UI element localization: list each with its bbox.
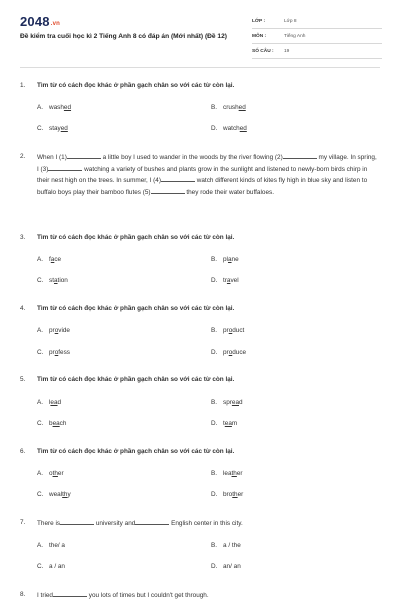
option-underlined: a xyxy=(227,256,232,263)
option-text-end: ch xyxy=(59,420,67,427)
meta-class-row xyxy=(252,14,382,29)
option-key: C. xyxy=(37,277,44,284)
question-5-option-b[interactable] xyxy=(211,398,243,408)
question-4-option-c[interactable] xyxy=(37,348,70,358)
option-text-end: y xyxy=(67,491,71,498)
question-6-option-c[interactable] xyxy=(37,490,71,500)
prompt-text: There is xyxy=(37,520,61,527)
option-text: lea xyxy=(223,470,232,477)
blank-1[interactable] xyxy=(60,518,94,525)
option-text: the/ a xyxy=(49,542,65,549)
option-underlined: ea xyxy=(52,420,60,427)
question-prompt: Tìm từ có cách đọc khác ở phần gạch chân so với các từ còn lại. xyxy=(37,305,235,312)
meta-class-label: LỚP : xyxy=(252,18,266,24)
option-text-end: m xyxy=(231,420,238,427)
option-key: B. xyxy=(211,542,218,549)
blank-1[interactable] xyxy=(53,590,87,597)
question-6-option-d[interactable] xyxy=(211,490,243,500)
option-underlined: o xyxy=(228,327,233,334)
question-3-option-c[interactable] xyxy=(37,276,68,286)
option-text: pl xyxy=(223,256,228,263)
option-key: B. xyxy=(211,104,218,111)
passage-text: my village. In spring, I (3) xyxy=(37,154,377,173)
option-text: stay xyxy=(49,125,61,132)
blank-1[interactable] xyxy=(67,152,101,159)
option-key: A. xyxy=(37,104,44,111)
question-prompt: Tìm từ có cách đọc khác ở phần gạch chân so với các từ còn lại. xyxy=(37,376,235,383)
meta-class-value: Lớp 8 xyxy=(284,18,297,24)
option-key: D. xyxy=(211,563,218,570)
option-text: b xyxy=(49,420,53,427)
option-text: o xyxy=(49,470,53,477)
option-key: C. xyxy=(37,349,44,356)
document-meta xyxy=(252,14,382,59)
option-key: D. xyxy=(211,125,218,132)
question-number: 7. xyxy=(20,519,26,526)
option-key: A. xyxy=(37,470,44,477)
prompt-text: I tried xyxy=(37,592,53,599)
question-number: 5. xyxy=(20,376,26,383)
option-text: spr xyxy=(223,399,232,406)
question-1-option-b[interactable] xyxy=(211,103,246,113)
option-text: watch xyxy=(223,125,240,132)
passage-text: they rode their water buffaloes. xyxy=(184,188,274,196)
option-text: pr xyxy=(49,349,55,356)
question-prompt xyxy=(37,518,380,529)
question-number: 2. xyxy=(20,153,26,160)
option-key: D. xyxy=(211,277,218,284)
option-key: B. xyxy=(211,327,218,334)
question-prompt: Tìm từ có cách đọc khác ở phần gạch chân so với các từ còn lại. xyxy=(37,234,235,241)
option-underlined: ed xyxy=(239,125,247,132)
blank-3[interactable] xyxy=(48,164,82,171)
option-key: A. xyxy=(37,399,44,406)
passage-text: watching a variety of bushes and plants grow in the sunlight and listened to newly-born birds chirp in their nest high on the trees. In summer, I (4) xyxy=(37,165,368,185)
question-1-option-c[interactable] xyxy=(37,124,68,134)
option-text: wash xyxy=(49,104,64,111)
question-prompt xyxy=(37,590,380,601)
option-text-end: er xyxy=(236,470,243,477)
passage-text: a little boy I used to wander in the woods by the river flowing (2) xyxy=(100,154,283,161)
option-key: C. xyxy=(37,563,44,570)
option-underlined: ea xyxy=(224,420,232,427)
option-underlined: a xyxy=(50,256,55,263)
header-divider xyxy=(20,67,380,68)
question-number: 8. xyxy=(20,591,26,598)
option-underlined: ed xyxy=(238,104,246,111)
option-underlined: th xyxy=(231,470,237,477)
option-key: B. xyxy=(211,470,218,477)
question-7-option-b[interactable] xyxy=(211,541,241,551)
option-text-end: ce xyxy=(54,256,62,263)
option-key: C. xyxy=(37,491,44,498)
option-text: t xyxy=(223,420,225,427)
option-text-end: duce xyxy=(232,349,247,356)
option-text: an/ an xyxy=(223,563,241,570)
option-key: B. xyxy=(211,256,218,263)
option-underlined: a xyxy=(53,277,58,284)
option-underlined: ed xyxy=(63,104,72,111)
logo-text: 2048 xyxy=(20,14,50,29)
question-3-option-a[interactable] xyxy=(37,255,61,265)
option-underlined: ea xyxy=(231,399,239,406)
option-text-end: fess xyxy=(58,349,70,356)
option-text: bro xyxy=(223,491,233,498)
blank-2[interactable] xyxy=(283,152,317,159)
question-4-option-b[interactable] xyxy=(211,326,244,336)
meta-subject-row xyxy=(252,29,382,44)
question-1-option-a[interactable] xyxy=(37,103,71,113)
question-7-option-d[interactable] xyxy=(211,562,241,572)
question-number: 4. xyxy=(20,305,26,312)
option-key: A. xyxy=(37,256,44,263)
option-underlined: o xyxy=(228,349,233,356)
question-5-option-d[interactable] xyxy=(211,419,237,429)
option-underlined: ed xyxy=(60,125,68,132)
cloze-passage xyxy=(37,152,380,198)
logo-suffix: .vn xyxy=(50,21,61,27)
option-text-end: ne xyxy=(231,256,239,263)
meta-count-label: SỐ CÂU : xyxy=(252,48,274,54)
option-underlined: ea xyxy=(50,399,58,406)
question-7-option-c[interactable] xyxy=(37,562,65,572)
prompt-text: English center in this city. xyxy=(169,520,243,527)
option-key: A. xyxy=(37,327,44,334)
option-underlined: a xyxy=(226,277,231,284)
option-key: D. xyxy=(211,420,218,427)
meta-count-value: 19 xyxy=(284,48,290,54)
question-number: 6. xyxy=(20,448,26,455)
option-text-end: er xyxy=(237,491,244,498)
option-text: a / the xyxy=(223,542,241,549)
option-text: tr xyxy=(223,277,227,284)
option-text-end: tion xyxy=(57,277,68,284)
question-4-option-d[interactable] xyxy=(211,348,246,358)
option-text: l xyxy=(49,399,51,406)
question-5-option-a[interactable] xyxy=(37,398,61,408)
document-title: Đề kiểm tra cuối học kì 2 Tiếng Anh 8 có đáp án (Mới nhất) (Đề 12) xyxy=(20,33,227,40)
blank-4[interactable] xyxy=(161,175,195,182)
option-key: A. xyxy=(37,542,44,549)
question-6-option-a[interactable] xyxy=(37,469,64,479)
option-text: crush xyxy=(223,104,239,111)
question-number: 3. xyxy=(20,234,26,241)
question-3-option-b[interactable] xyxy=(211,255,239,265)
option-text: pr xyxy=(223,349,229,356)
option-key: D. xyxy=(211,491,218,498)
blank-5[interactable] xyxy=(151,187,185,194)
site-logo[interactable] xyxy=(20,14,60,29)
option-key: B. xyxy=(211,399,218,406)
option-key: C. xyxy=(37,125,44,132)
option-text: st xyxy=(49,277,54,284)
question-1-option-d[interactable] xyxy=(211,124,247,134)
option-text: pr xyxy=(223,327,229,334)
option-text-end: duct xyxy=(232,327,245,334)
option-text-end: vide xyxy=(58,327,70,334)
option-text-end: d xyxy=(239,399,243,406)
option-underlined: o xyxy=(54,327,59,334)
option-text: a / an xyxy=(49,563,65,570)
option-text: pr xyxy=(49,327,55,334)
question-6-option-b[interactable] xyxy=(211,469,243,479)
option-text: f xyxy=(49,256,51,263)
option-underlined: th xyxy=(62,491,68,498)
question-prompt: Tìm từ có cách đọc khác ở phần gạch chân so với các từ còn lại. xyxy=(37,448,235,455)
option-underlined: th xyxy=(52,470,58,477)
passage-text: watch different kinds of kites fly high in blue sky and listen to buffalo boys play their bamboo flutes (5) xyxy=(37,177,368,196)
meta-count-row xyxy=(252,44,382,59)
option-text-end: vel xyxy=(230,277,239,284)
meta-subject-label: MÔN : xyxy=(252,33,267,39)
question-4-option-a[interactable] xyxy=(37,326,70,336)
blank-2[interactable] xyxy=(135,518,169,525)
option-text: weal xyxy=(49,491,63,498)
option-key: C. xyxy=(37,420,44,427)
option-underlined: o xyxy=(54,349,59,356)
meta-subject-value: Tiếng Anh xyxy=(284,33,306,39)
option-underlined: th xyxy=(232,491,238,498)
question-prompt: Tìm từ có cách đọc khác ở phần gạch chân so với các từ còn lại. xyxy=(37,82,235,89)
option-text-end: d xyxy=(57,399,62,406)
prompt-text: you lots of times but I couldn't get through. xyxy=(86,592,209,599)
question-3-option-d[interactable] xyxy=(211,276,239,286)
question-number: 1. xyxy=(20,82,26,89)
passage-text: When I (1) xyxy=(37,154,67,161)
option-text-end: er xyxy=(57,470,64,477)
question-5-option-c[interactable] xyxy=(37,419,66,429)
option-key: D. xyxy=(211,349,218,356)
prompt-text: university and xyxy=(94,520,136,527)
question-7-option-a[interactable] xyxy=(37,541,65,551)
